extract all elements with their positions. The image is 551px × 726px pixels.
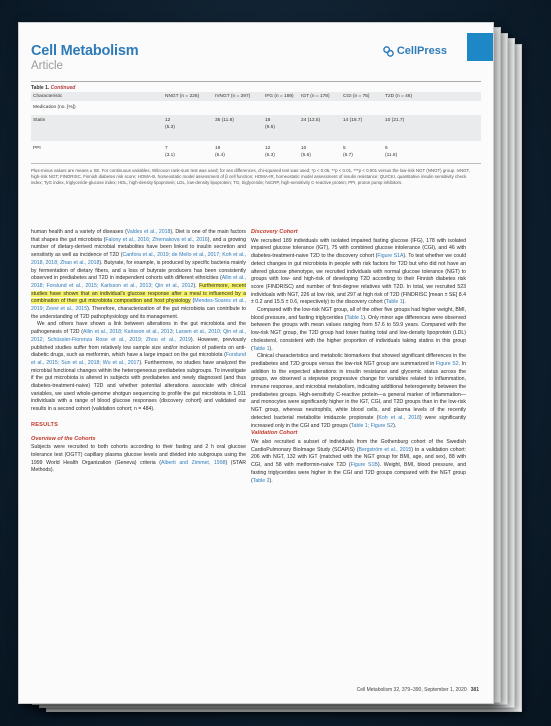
table-bottom-rule [31, 163, 481, 164]
table-title [31, 85, 75, 91]
paragraph: Clinical characteristics and metabolic biomarkers that showed significant differences in the prediabetes and T2D groups versus the low-risk NGT group are summarized in Figure S2. In addition to the expected alterations in insulin resistance and glycemic status across the groups, we observed a stepwise progressive change for variables related to inflammation, immune response, and microbial metabolism, indicating additional heterogeneity between the prediabetes groups. High-sensitivity C-reactive protein—a general marker of inflammation—and monocytes were significantly higher in the IGT, CGI, and T2D groups than in the low-risk NGT group, whereas neutrophils, white blood cells, and plasma levels of the recently detected bacterial metabolite imidazole propionate (Koh et al., 2018) were significantly increased only in the CGI and T2D groups (Table 1; Figure S2). [251, 353, 467, 429]
article-type: Article [31, 60, 63, 72]
paragraph: human health and a variety of diseases (Valdes et al., 2018). Diet is one of the main factors that shapes the gut microbiota (Falony et al., 2016; Zhernakova et al., 2016), and a growing number of dietary-derived microbial metabolites have been linked to insulin secretion and sensitivity as well as incidence of T2D (Canfora et al., 2019; de Mello et al., 2017; Koh et al., 2018, 2018; Zhao et al., 2018). Butyrate, for example, is produced by specific bacteria mainly by fermentation of dietary fibers, and a loss of butyrate producers has been consistently observed in prediabetes and T2D in independent cohorts with different ethnicities (Allin et al., 2018; Forslund et al., 2015; Karlsson et al., 2013; Qin et al., 2012). Furthermore, recent studies have shown that an individual's glucose response after a meal is influenced by a combination of their gut microbiota composition and host physiology (Mendes-Soares et al., 2019; Zeevi et al., 2015). Therefore, characterization of the gut microbiota can contribute to the understanding of T2D pathophysiology and its management. [31, 229, 247, 320]
table-row-label: PPI [33, 146, 41, 151]
citation-link[interactable]: Koh et al., 2018 [378, 414, 420, 421]
corner-tab [467, 33, 493, 61]
page-footer [357, 687, 479, 693]
citation-link[interactable]: Mendes-Soares et al., 2019; Zeevi et al., 2015 [31, 298, 246, 313]
table-header-band [31, 92, 481, 101]
results-heading: RESULTS [31, 421, 59, 428]
citation-link[interactable]: Figure S2 [435, 360, 459, 367]
table-col-header: Characteristic [33, 94, 63, 99]
table-title-suffix: Continued [50, 85, 76, 91]
table-cell: 24 (13.5) [301, 118, 321, 123]
paragraph: We recruited 189 individuals with isolated impaired fasting glucose (IFG), 178 with isolated impaired glucose tolerance (IGT), 75 with combined glucose intolerance (CGI), and 46 with diabetes-treatment-naive T2D to the discovery cohort (Figure S1A). To test whether we could detect changes in gut microbiota in people with risk factors for T2D but who did not have an altered glucose phenotype, we recruited individuals with normal glucose tolerance (NGT) to groups with low- and high-risk of developing T2D according to their Finnish diabetes risk score (FINDRISC) and number of first-degree relatives with T2D. In total, we recruited 523 individuals with NGT, 226 at low risk, and 297 at high risk of T2D (FINDRISC [mean ± SE] 8.4 ± 0.2 and 15.5 ± 0.6, respectively) to the discovery cohort (Table 1). [251, 237, 467, 306]
citation-link[interactable]: Valdes et al., 2018 [126, 229, 171, 235]
table-col-header: NNGT (n = 226) [165, 94, 200, 99]
paragraph: We also recruited a subset of individuals from the Gothenburg cohort of the Swedish CardioPulmonary BioImage Study (SCAPIS) (Bergström et al., 2015) to a validation cohort: 206 with NGT, 132 with IGT (matched with the NGT group for BMI, age, and sex), 88 with CGI, and 58 with metformin-naive T2D (Figure S1B). Weight, BMI, blood pressure, and fasting triglycerides were higher in the CGI and T2D groups compared with the NGT group (Table 2). [251, 438, 466, 484]
cellpress-logo-icon [383, 46, 394, 57]
right-column [251, 229, 466, 485]
citation-link[interactable]: Bergström et al., 2015 [358, 446, 412, 453]
table-cell: 35 (11.8) [215, 118, 234, 123]
citation-link[interactable]: Table 1 [385, 299, 403, 306]
table-col-header: IVNGT (n = 297) [215, 94, 251, 99]
table-row-label: Statin [33, 118, 46, 123]
table-cell: 18 (9.5) [265, 118, 275, 130]
table-col-header: IGT (n = 178) [301, 94, 330, 99]
header-rule [31, 81, 481, 82]
table-cell: 10 (21.7) [385, 118, 405, 123]
citation-link[interactable]: Allin et al., 2018; Karlsson et al., 2013; Larsen et al., 2010; Qin et al., 2012; Schüssler-Fiorenza Rose et al., 2019; Zhou et al., 2019 [31, 329, 246, 343]
article-page [18, 22, 494, 704]
table-cell: 12 (5.3) [165, 118, 175, 130]
table-cell: 14 (18.7) [343, 118, 363, 123]
table-title-prefix: Table 1. [31, 85, 50, 91]
table-footnote: Plus-minus values are means ± SE. For continuous variables, Wilcoxon rank-sum test was used; for sex differences, chi-squared test was used; *p < 0.05, **p < 0.01, ***p < 0.001 versus the low-risk NGT (NNGT) group. IvNGT, high-risk NGT; FINDRISC, Finnish diabetes risk score; HOMA-B, homeostatic model assessment of β cell function; HOMA-IR, homeostatic model assessment of insulin resistance; QUICKI, quantitative insulin sensitivity check index; TyG index, triglyceride-glucose index; HDL, high-density lipoprotein; LDL, low-density lipoprotein; TG, triglyceride; hsCRP, high-sensitivity C-reactive protein; PPI, proton pump inhibitors. [31, 168, 470, 186]
paragraph: We and others have shown a link between alterations in the gut microbiota and the pathogenesis of T2D (Allin et al., 2018; Karlsson et al., 2013; Larsen et al., 2010; Qin et al., 2012; Schüssler-Fiorenza Rose et al., 2019; Zhou et al., 2019). However, previously published studies suffer from relatively low sample size and/or inclusion of patients on anti-diabetic drugs, such as metformin, which have a large impact on the gut microbiota (Forslund et al., 2015; Sun et al., 2018; Wu et al., 2017). Furthermore, no studies have analyzed the microbial functional changes within the heterogeneous prediabetes subgroups. To investigate if the gut microbiota is altered in subjects with prediabetes and newly diagnosed (and thus diabetes-treatment-naive) T2D and whether potential alterations associate with clinical variables, we used whole-genome shotgun sequencing to profile the gut microbiota in 1,011 individuals with a range of blood glucose responses (discovery cohort) and validated our results in a second cohort (validation cohort; n = 484). [31, 321, 247, 413]
table-cell: 19 (6.4) [215, 146, 225, 158]
subsection-heading: Overview of the Cohorts [31, 435, 96, 442]
table-cell: 6 (11.8) [385, 146, 398, 158]
table-col-header: T2D (n = 46) [385, 94, 413, 99]
table-section-label: Medication (no. [%]) [33, 105, 76, 110]
citation-link[interactable]: Table 2 [252, 477, 270, 484]
table-cell: 10 (5.6) [301, 146, 311, 158]
citation-link[interactable]: Table 1 [252, 345, 270, 352]
citation-link[interactable]: Table 1; Figure S2 [350, 422, 394, 429]
subsection-heading: Validation Cohort [251, 430, 298, 437]
table-cell: 12 (6.3) [265, 146, 275, 158]
citation-link[interactable]: Alberti and Zimmet, 1998 [161, 459, 226, 466]
publisher-logo [383, 45, 447, 57]
citation-link[interactable]: Figure S1A [377, 253, 404, 260]
table-cell: 7 (3.1) [165, 146, 175, 158]
citation-link[interactable]: Falony et al., 2016; Zhernakova et al., 2016 [105, 236, 208, 243]
citation-link[interactable]: Table 1 [346, 314, 364, 321]
table-col-header: CGI (n = 75) [343, 94, 370, 99]
table-col-header: IFG (n = 189) [265, 94, 294, 99]
table-row-band [31, 115, 481, 141]
citation-link[interactable]: Canfora et al., 2019; de Mello et al., 2017; Koh et al., 2018, 2018; Zhao et al., 2018 [31, 252, 246, 266]
paragraph: Compared with the low-risk NGT group, all of the other five groups had higher weight, BMI, blood pressure, and fasting triglycerides (Table 1). Only minor age differences were observed between the groups with mean values ranging from 57.6 to 59.9 years. Compared with the low-risk NGT group, the T2D group had lower fasting total and low-density lipoprotein (LDL) cholesterol, consistent with the higher proportion of individuals taking statins in this group (Table 1). [251, 307, 466, 352]
page-number: 381 [470, 687, 479, 693]
left-column [31, 229, 246, 475]
journal-title: Cell Metabolism [31, 43, 139, 59]
table-cell: 5 (6.7) [343, 146, 353, 158]
footer-citation: Cell Metabolism 32, 379–390, September 1, 2020 [356, 687, 467, 693]
subsection-heading: Discovery Cohort [251, 229, 298, 235]
paragraph: Subjects were recruited to both cohorts according to their fasting and 2 h oral glucose tolerance test (OGTT) capillary plasma glucose levels and divided into subgroups using the 1999 World Health Organization (Geneva) criteria (Alberti and Zimmet, 1998) (STAR Methods). [31, 444, 246, 474]
citation-link[interactable]: Figure S1B [350, 462, 378, 469]
citation-link[interactable]: Allin et al., 2018; Forslund et al., 2015; Karlsson et al., 2013; Qin et al., 2012 [31, 275, 247, 289]
publisher-name: CellPress [396, 45, 447, 57]
highlighted-text: Furthermore, recent studies have shown that an individual's glucose response after a meal is influenced by a combination of their gut microbiota composition and host physiology [31, 282, 246, 305]
citation-link[interactable]: Forslund et al., 2015; Sun et al., 2018; Wu et al., 2017 [31, 352, 246, 366]
